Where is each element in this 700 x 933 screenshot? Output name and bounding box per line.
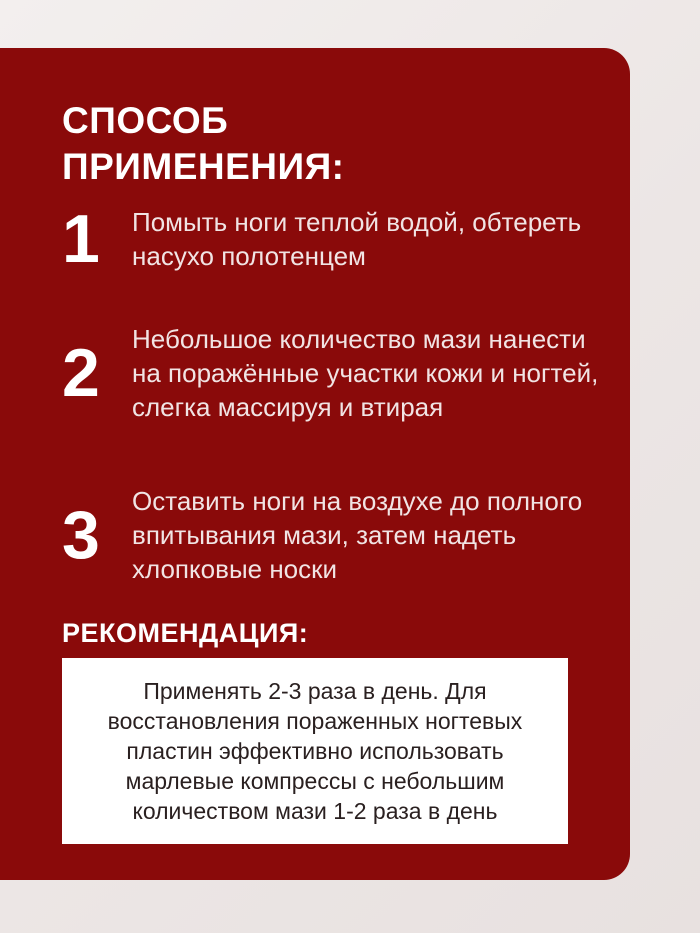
step-2 xyxy=(62,318,602,428)
recommendation-text: Применять 2-3 раза в день. Для восстановления пораженных ногтевых пластин эффективно использовать марлевые компрессы с небольшим количеством мази 1-2 раза в день xyxy=(107,678,523,824)
step-text: Помыть ноги теплой водой, обтереть насухо полотенцем xyxy=(132,207,582,271)
step-1 xyxy=(62,184,602,294)
step-text: Оставить ноги на воздухе до полного впитывания мази, затем надеть хлопковые носки xyxy=(132,486,583,584)
step-3 xyxy=(62,480,602,590)
step-number: 1 xyxy=(62,201,100,277)
recommendation-box xyxy=(62,658,568,844)
page-title: СПОСОБ ПРИМЕНЕНИЯ: xyxy=(62,100,345,187)
recommendation-title: РЕКОМЕНДАЦИЯ: xyxy=(62,618,309,648)
step-number: 3 xyxy=(62,497,100,573)
step-number: 2 xyxy=(62,335,100,411)
step-text: Небольшое количество мази нанести на поражённые участки кожи и ногтей, слегка массируя и втирая xyxy=(132,324,599,422)
